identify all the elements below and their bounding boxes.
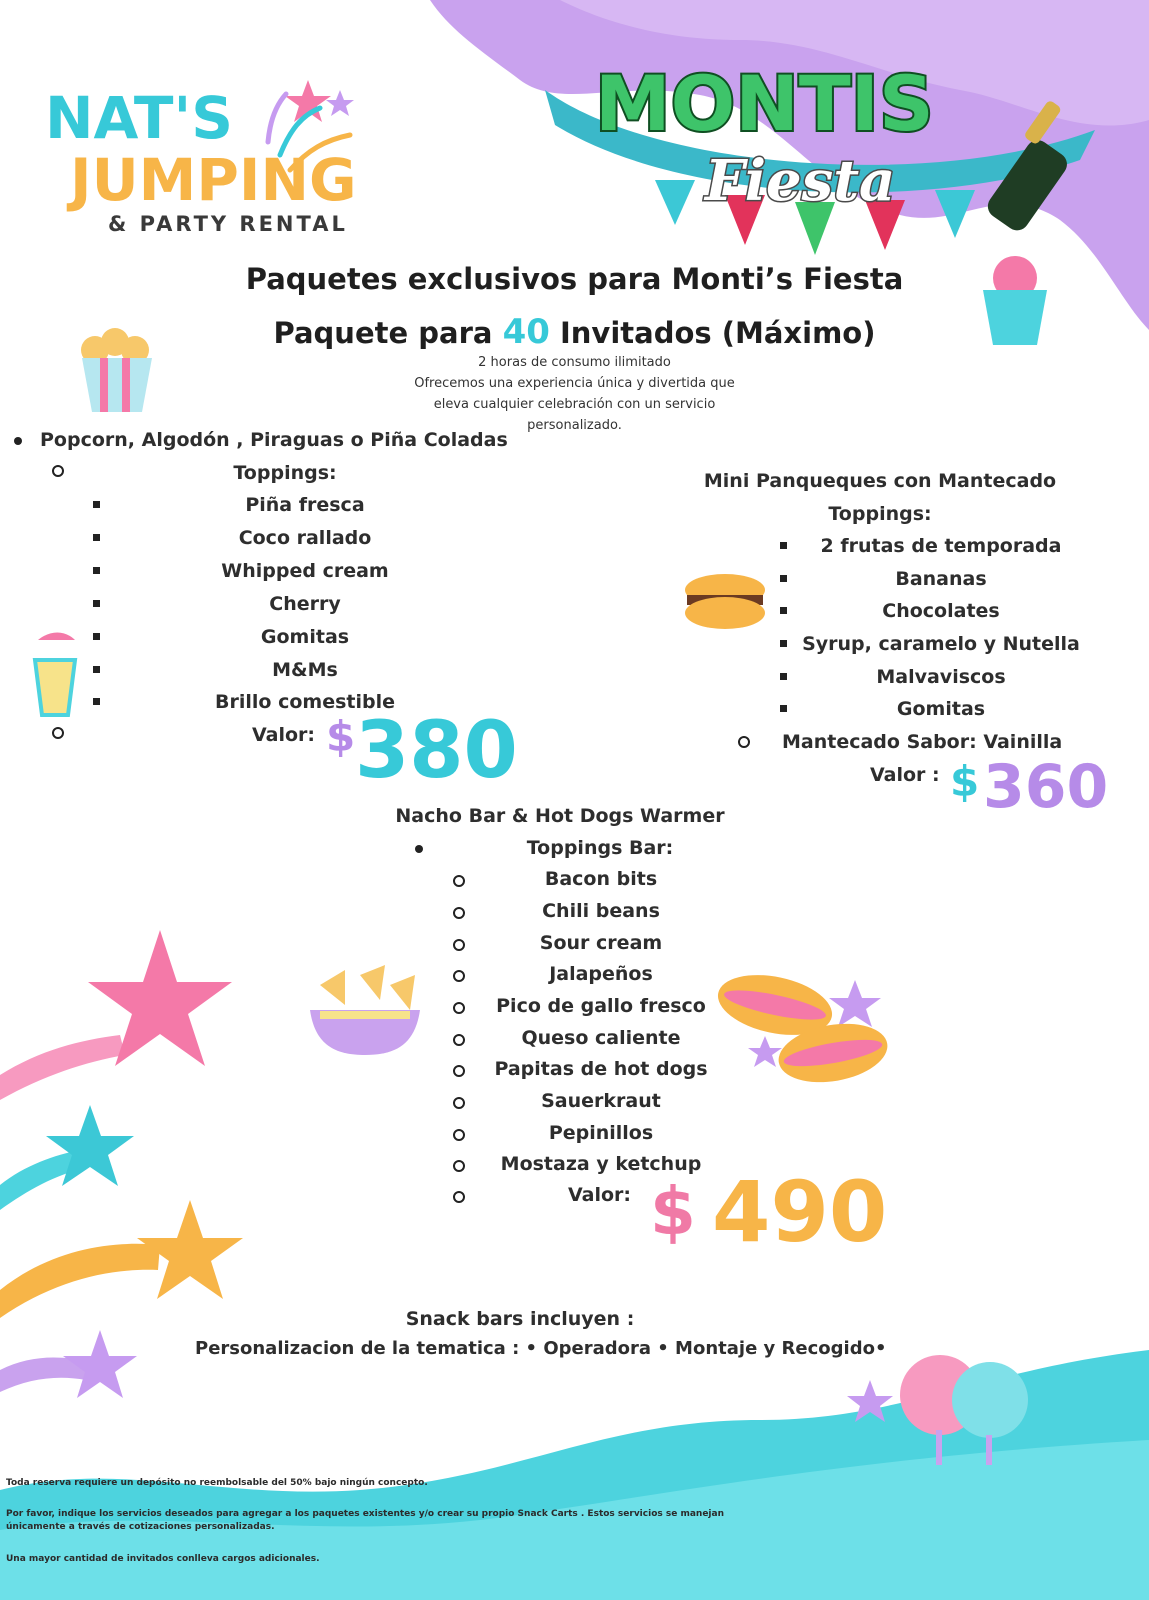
firework-streak-icon xyxy=(268,94,286,142)
nacho-topping: Pepinillos xyxy=(548,1122,654,1144)
pancake-sandwich-icon xyxy=(680,565,770,640)
bullet xyxy=(780,607,787,614)
footnote-services: Por favor, indique los servicios deseados para agregar a los paquetes existentes y/o crear su propio Snack Carts . Estos servicios se manejan xyxy=(6,1509,724,1519)
popcorn-topping: Cherry xyxy=(269,593,341,615)
bullet xyxy=(52,727,64,739)
orange-trail xyxy=(0,1244,160,1318)
guest-count: 40 xyxy=(502,312,550,352)
bullet xyxy=(93,698,100,705)
bullet xyxy=(453,907,465,919)
bullet xyxy=(93,567,100,574)
nacho-toppings-label: Toppings Bar: xyxy=(526,837,674,859)
popcorn-topping: Piña fresca xyxy=(245,494,365,516)
nachos-icon xyxy=(300,965,430,1060)
bullet xyxy=(453,1129,465,1141)
banner-subtitle: Fiesta xyxy=(705,148,896,214)
nacho-topping: Sauerkraut xyxy=(541,1090,661,1112)
logo-line2: JUMPING xyxy=(70,146,357,214)
panqueques-topping: 2 frutas de temporada xyxy=(820,535,1062,557)
popcorn-price-symbol: $ xyxy=(326,712,356,761)
panqueques-flavor: Mantecado Sabor: Vainilla xyxy=(782,731,1063,753)
panqueques-topping: Gomitas xyxy=(896,698,986,720)
hot-dogs-icon xyxy=(715,965,890,1090)
desc-line: eleva cualquier celebración con un servicio xyxy=(433,397,716,412)
cotton-candy-icon xyxy=(880,1350,1040,1470)
bullet xyxy=(453,875,465,887)
banner-title: MONTIS xyxy=(595,59,934,148)
nacho-topping: Papitas de hot dogs xyxy=(494,1058,708,1080)
bullet xyxy=(780,673,787,680)
nacho-topping: Sour cream xyxy=(539,932,663,954)
includes-line: Personalizacion de la tematica : • Operadora • Montaje y Recogido• xyxy=(195,1338,887,1359)
footnote-deposit: Toda reserva requiere un depósito no reembolsable del 50% bajo ningún concepto. xyxy=(6,1478,428,1488)
bullet xyxy=(738,736,750,748)
panqueques-topping: Malvaviscos xyxy=(876,666,1006,688)
panqueques-title: Mini Panqueques con Mantecado xyxy=(703,470,1057,492)
popcorn-price: 380 xyxy=(355,706,518,796)
bullet xyxy=(780,705,787,712)
nacho-topping: Mostaza y ketchup xyxy=(500,1153,702,1175)
popcorn-topping: Coco rallado xyxy=(238,527,372,549)
nacho-title: Nacho Bar & Hot Dogs Warmer xyxy=(395,805,725,827)
pina-colada-icon xyxy=(20,630,90,730)
popcorn-topping: Whipped cream xyxy=(221,560,389,582)
package-description xyxy=(0,352,1149,436)
nacho-topping: Chili beans xyxy=(542,900,660,922)
logo-tagline: & PARTY RENTAL xyxy=(108,212,348,236)
nacho-valor-label: Valor: xyxy=(568,1184,632,1206)
shaved-ice-icon xyxy=(965,250,1065,350)
desc-line: personalizado. xyxy=(527,418,622,433)
popcorn-topping: Gomitas xyxy=(260,626,350,648)
nacho-topping: Queso caliente xyxy=(521,1027,681,1049)
package-prefix: Paquete para xyxy=(273,316,493,350)
logo xyxy=(40,80,400,250)
pennant-flag-icon xyxy=(935,190,975,238)
bullet xyxy=(453,1034,465,1046)
nacho-price: 490 xyxy=(712,1163,888,1261)
bullet xyxy=(453,1097,465,1109)
bullet xyxy=(93,534,100,541)
package-suffix: Invitados (Máximo) xyxy=(560,316,876,350)
bullet xyxy=(453,1160,465,1172)
panqueques-topping: Syrup, caramelo y Nutella xyxy=(802,633,1080,655)
desc-line: 2 horas de consumo ilimitado xyxy=(478,355,671,370)
pennant-flag-icon xyxy=(655,180,695,225)
purple-star xyxy=(63,1330,137,1398)
bullet xyxy=(52,465,64,477)
bullet xyxy=(780,640,787,647)
panqueques-topping: Bananas xyxy=(895,568,987,590)
popcorn-icon xyxy=(60,320,170,420)
montis-fiesta-banner xyxy=(535,20,1135,260)
popcorn-valor-label: Valor: xyxy=(252,724,316,746)
bullet xyxy=(93,501,100,508)
bullet xyxy=(780,575,787,582)
bullet xyxy=(453,970,465,982)
panqueques-toppings-label: Toppings: xyxy=(828,503,932,525)
bullet xyxy=(453,939,465,951)
popcorn-topping: Brillo comestible xyxy=(215,691,395,713)
popcorn-title: Popcorn, Algodón , Piraguas o Piña Coladas xyxy=(40,429,508,451)
bullet xyxy=(415,845,423,853)
desc-line: Ofrecemos una experiencia única y divertida que xyxy=(414,376,735,391)
banner-graphic xyxy=(535,20,1135,260)
panqueques-valor-label: Valor : xyxy=(870,764,940,786)
firework-star-icon xyxy=(326,90,354,116)
popcorn-toppings-label: Toppings: xyxy=(233,462,337,484)
bullet xyxy=(93,666,100,673)
panqueques-price-symbol: $ xyxy=(950,757,980,806)
panqueques-price: 360 xyxy=(983,752,1109,822)
pink-trail xyxy=(0,1035,125,1100)
page-title: Paquetes exclusivos para Monti’s Fiesta xyxy=(245,262,904,296)
bullet xyxy=(14,437,22,445)
nacho-topping: Jalapeños xyxy=(549,963,653,985)
bullet xyxy=(780,542,787,549)
panqueques-topping: Chocolates xyxy=(882,600,1000,622)
nacho-topping: Bacon bits xyxy=(544,868,658,890)
bullet xyxy=(453,1065,465,1077)
logo-line1: NAT'S xyxy=(45,84,234,152)
bullet xyxy=(93,633,100,640)
bullet xyxy=(453,1002,465,1014)
popcorn-topping: M&Ms xyxy=(272,659,338,681)
nacho-price-symbol: $ xyxy=(650,1173,696,1250)
bullet xyxy=(93,600,100,607)
footnote-guests: Una mayor cantidad de invitados conlleva cargos adicionales. xyxy=(6,1554,320,1564)
bullet xyxy=(453,1191,465,1203)
includes-title: Snack bars incluyen : xyxy=(405,1308,635,1330)
footnote-services-cont: únicamente a través de cotizaciones personalizadas. xyxy=(6,1522,275,1532)
nacho-topping: Pico de gallo fresco xyxy=(496,995,706,1017)
